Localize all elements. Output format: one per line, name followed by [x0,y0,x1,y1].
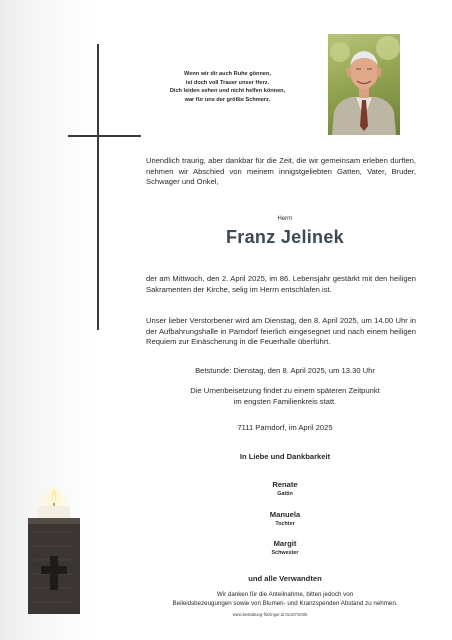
honorific: Herrn [277,216,293,222]
poem-line: Wenn wir dir auch Ruhe gönnen, [184,71,271,77]
funeral-home-website: www.bestattung-fritzinger.at 02167/2005 [232,612,308,617]
relative-role: Gattin [277,490,293,497]
relative-role: Schwester [271,549,299,556]
prayer-hour: Betstunde: Dienstag, den 8. April 2025, um 13.30 Uhr [195,366,375,375]
all-relatives: und alle Verwandten [248,574,322,583]
place-date: 7111 Parndorf, im April 2025 [237,423,333,432]
relative-renate [140,480,430,498]
poem-line: war für uns der größte Schmerz. [184,96,271,103]
footer-line: Beileidsbezeugungen sowie von Blumen- und Kranzspenden Abstand zu nehmen. [172,600,398,607]
intro-paragraph: Unendlich traurig, aber dankbar für die Zeit, die wir gemeinsam erleben durften, nehmen wir Abschied von meinem innigstgeliebten Gatten, Vater, Bruder, Schwager und Onkel, [146,156,416,187]
deceased-portrait [328,34,400,135]
relative-manuela [140,510,430,528]
relative-role: Tochter [275,520,295,527]
relative-name: Renate [272,480,298,489]
poem-line: Dich leiden sehen und nicht helfen können, [169,88,286,95]
cross-vertical-bar [97,44,99,330]
blessing-paragraph: Unser lieber Verstorbener wird am Dienstag, den 8. April 2025, um 14.00 Uhr in der Aufbahrungshalle in Parndorf feierlich eingesegnet und nach einem heiligen Requiem zur Einäscherung in die Feuerhalle überführt. [146,316,416,347]
relative-margit [140,539,430,557]
relative-name: Manuela [269,510,301,519]
footer-line: Wir danken für die Anteilnahme, bitten jedoch von [216,591,354,598]
poem-line: ist doch voll Trauer unser Herz. [185,79,270,86]
closing-line: In Liebe und Dankbarkeit [239,452,331,461]
urn-line-1: Die Urnenbeisetzung findet zu einem späteren Zeitpunkt [190,386,380,395]
footer-note [120,590,450,608]
cross-horizontal-bar [68,135,141,137]
urn-line-2: im engsten Familienkreis statt. [233,397,337,406]
death-paragraph: der am Mittwoch, den 2. April 2025, im 86. Lebensjahr gestärkt mit den heiligen Sakramenten der Kirche, selig im Herrn entschlafen ist. [146,274,416,294]
candle-lantern-icon [24,484,84,616]
deceased-name: Franz Jelinek [226,227,344,247]
memorial-poem [140,70,315,104]
relative-name: Margit [273,539,297,548]
